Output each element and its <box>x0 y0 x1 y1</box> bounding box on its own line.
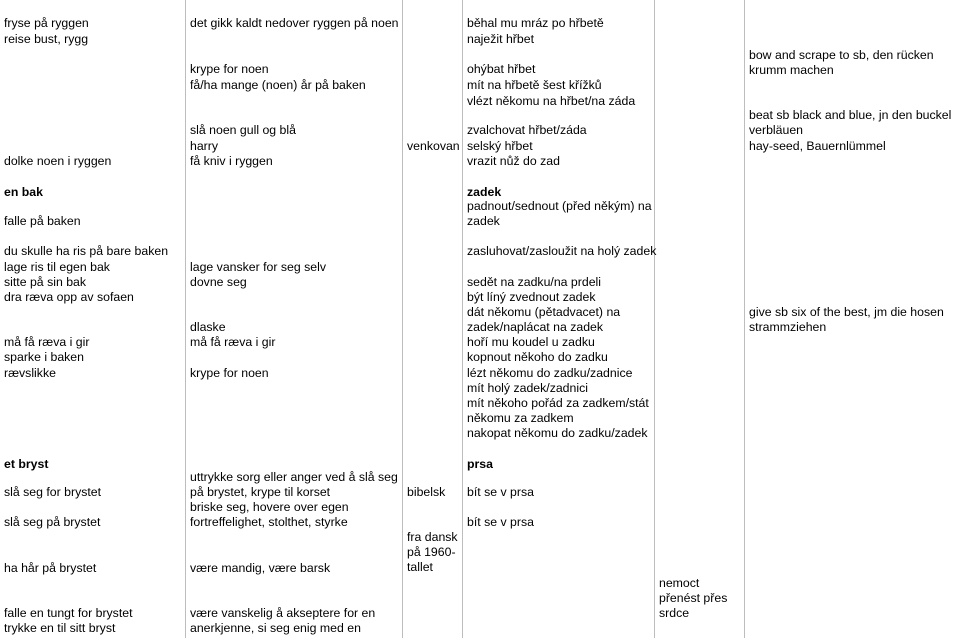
cell-text: give sb six of the best, jm die hosen <box>749 305 944 319</box>
cell-text: du skulle ha ris på bare baken <box>4 244 169 258</box>
cell-text: dlaske <box>190 320 226 334</box>
cell-text: vrazit nůž do zad <box>467 154 560 168</box>
cell-text: selský hřbet <box>467 139 533 153</box>
cell-text: venkovan <box>407 139 460 153</box>
cell-text: bibelsk <box>407 485 446 499</box>
grid-line <box>402 0 403 638</box>
cell-text: bít se v prsa <box>467 515 534 529</box>
cell-text: beat sb black and blue, jn den buckel <box>749 108 952 122</box>
cell-text: krype for noen <box>190 62 269 76</box>
cell-text: falle på baken <box>4 214 81 228</box>
cell-text: dovne seg <box>190 275 247 289</box>
grid-line <box>744 0 745 638</box>
cell-text: běhal mu mráz po hřbetě <box>467 16 604 30</box>
cell-text: vlézt někomu na hřbet/na záda <box>467 94 636 108</box>
cell-text: nakopat někomu do zadku/zadek <box>467 426 648 440</box>
cell-text: må få ræva i gir <box>190 335 276 349</box>
cell-text: krype for noen <box>190 366 269 380</box>
cell-text: tallet <box>407 560 433 574</box>
cell-text: fryse på ryggen <box>4 16 89 30</box>
cell-text: verbläuen <box>749 123 804 137</box>
cell-text: være mandig, være barsk <box>190 561 331 575</box>
cell-text: falle en tungt for brystet <box>4 606 133 620</box>
cell-text: må få ræva i gir <box>4 335 90 349</box>
cell-text: slå seg på brystet <box>4 515 101 529</box>
cell-text: srdce <box>659 606 690 620</box>
cell-text: zadek/naplácat na zadek <box>467 320 604 334</box>
grid-line <box>654 0 655 638</box>
cell-text: fortreffelighet, stolthet, styrke <box>190 515 348 529</box>
grid-line <box>185 0 186 638</box>
cell-text: zvalchovat hřbet/záda <box>467 123 587 137</box>
cell-text: lage ris til egen bak <box>4 260 110 274</box>
cell-text: hoří mu koudel u zadku <box>467 335 595 349</box>
cell-text: přenést přes <box>659 591 728 605</box>
cell-text: někomu za zadkem <box>467 411 574 425</box>
cell-text: lage vansker for seg selv <box>190 260 327 274</box>
cell-text: på brystet, krype til korset <box>190 485 331 499</box>
cell-text: få/ha mange (noen) år på baken <box>190 78 366 92</box>
cell-text: zadek <box>467 185 502 199</box>
cell-text: ohýbat hřbet <box>467 62 536 76</box>
cell-text: lézt někomu do zadku/zadnice <box>467 366 633 380</box>
cell-text: slå seg for brystet <box>4 485 102 499</box>
cell-text: trykke en til sitt bryst <box>4 621 116 635</box>
cell-text: fra dansk <box>407 530 458 544</box>
cell-text: slå noen gull og blå <box>190 123 296 137</box>
cell-text: få kniv i ryggen <box>190 154 273 168</box>
cell-text: krumm machen <box>749 63 834 77</box>
cell-text: hay-seed, Bauernlümmel <box>749 139 886 153</box>
cell-text: padnout/sednout (před někým) na <box>467 199 652 213</box>
cell-text: et bryst <box>4 457 49 471</box>
cell-text: bow and scrape to sb, den rücken <box>749 48 934 62</box>
grid-line <box>462 0 463 638</box>
cell-text: mít někoho pořád za zadkem/stát <box>467 396 649 410</box>
cell-text: nemoct <box>659 576 700 590</box>
cell-text: zasluhovat/zasloužit na holý zadek <box>467 244 657 258</box>
cell-text: strammziehen <box>749 320 827 334</box>
cell-text: harry <box>190 139 219 153</box>
cell-text: mít holý zadek/zadnici <box>467 381 588 395</box>
cell-text: naježit hřbet <box>467 32 534 46</box>
cell-text: mít na hřbetě šest křížků <box>467 78 602 92</box>
cell-text: være vanskelig å akseptere for en <box>190 606 376 620</box>
cell-text: sparke i baken <box>4 350 84 364</box>
cell-text: en bak <box>4 185 43 199</box>
cell-text: dra ræva opp av sofaen <box>4 290 134 304</box>
cell-text: briske seg, hovere over egen <box>190 500 349 514</box>
cell-text: på 1960- <box>407 545 456 559</box>
cell-text: sedět na zadku/na prdeli <box>467 275 601 289</box>
cell-text: det gikk kaldt nedover ryggen på noen <box>190 16 399 30</box>
cell-text: uttrykke sorg eller anger ved å slå seg <box>190 470 398 484</box>
cell-text: rævslikke <box>4 366 56 380</box>
cell-text: zadek <box>467 214 500 228</box>
cell-text: kopnout někoho do zadku <box>467 350 608 364</box>
cell-text: dolke noen i ryggen <box>4 154 112 168</box>
cell-text: prsa <box>467 457 493 471</box>
cell-text: anerkjenne, si seg enig med en <box>190 621 361 635</box>
cell-text: reise bust, rygg <box>4 32 89 46</box>
cell-text: dát někomu (pětadvacet) na <box>467 305 621 319</box>
cell-text: bít se v prsa <box>467 485 534 499</box>
cell-text: být líný zvednout zadek <box>467 290 596 304</box>
cell-text: sitte på sin bak <box>4 275 87 289</box>
cell-text: ha hår på brystet <box>4 561 97 575</box>
